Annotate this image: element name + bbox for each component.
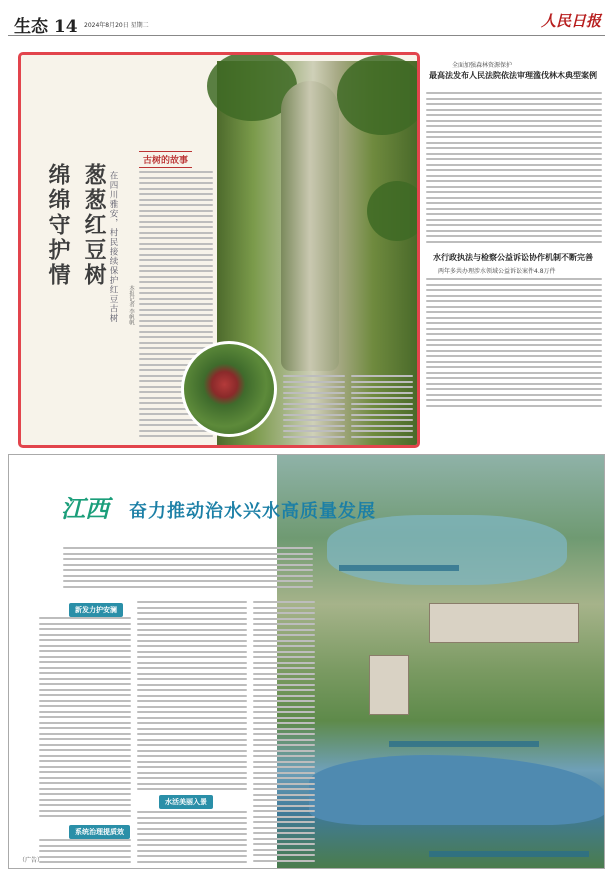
dam-tower (369, 655, 409, 715)
river-shape (327, 515, 567, 585)
bottom-col1b (39, 839, 131, 865)
right-title-2[interactable]: 水行政执法与检察公益诉讼协作机制不断完善 (433, 252, 593, 262)
right-title-1[interactable]: 最高法发布人民法院依法审理滥伐林木典型案例 (429, 70, 597, 80)
photo-caption-3 (429, 851, 589, 857)
feature-byline: 本报记者 李帆帆 (128, 285, 134, 326)
issue-date: 2024年8月20日 星期二 (84, 22, 149, 29)
red-bean-circle-photo (181, 341, 277, 437)
bottom-col2b (137, 811, 247, 863)
photo-caption-1 (339, 565, 459, 571)
bottom-col1 (39, 617, 131, 817)
feature-subtitle: 在四川雅安，村民接续保护红豆古树 (108, 171, 118, 323)
main-title: 奋力推动治水兴水高质量发展 (129, 501, 376, 522)
right-body-1 (426, 92, 602, 244)
bottom-col3 (253, 601, 315, 863)
section-tag-3: 水活美丽入景 (159, 795, 213, 809)
section-name: 生态 14 (14, 17, 78, 37)
feature-article[interactable] (18, 52, 420, 448)
right-body-2 (426, 278, 602, 408)
photo-caption-2 (389, 741, 539, 747)
newspaper-logo: 人民日报 (540, 12, 601, 30)
ad-label: （广告） (19, 857, 44, 864)
bottom-col2 (137, 601, 247, 791)
page-header (8, 6, 605, 36)
feature-tag: 古树的故事 (139, 151, 192, 168)
dam-building (429, 603, 579, 643)
feature-body-col3 (351, 375, 413, 441)
lead-paragraph (63, 547, 313, 591)
main-title-region: 江西 (61, 494, 109, 523)
section-tag-1: 新发力护安澜 (69, 603, 123, 617)
right-kicker: 全面加强森林资源保护 (452, 62, 513, 69)
feature-title-line2: 绵绵守护情 (45, 163, 71, 288)
feature-title-line1: 葱葱红豆树 (81, 163, 107, 288)
section-tag-2: 系统治理提质效 (69, 825, 130, 839)
feature-body-col2 (283, 375, 345, 441)
jiangxi-feature[interactable] (8, 454, 605, 869)
right-subtitle-2: 两年多共办理涉水领域公益诉讼案件4.8万件 (438, 268, 556, 275)
